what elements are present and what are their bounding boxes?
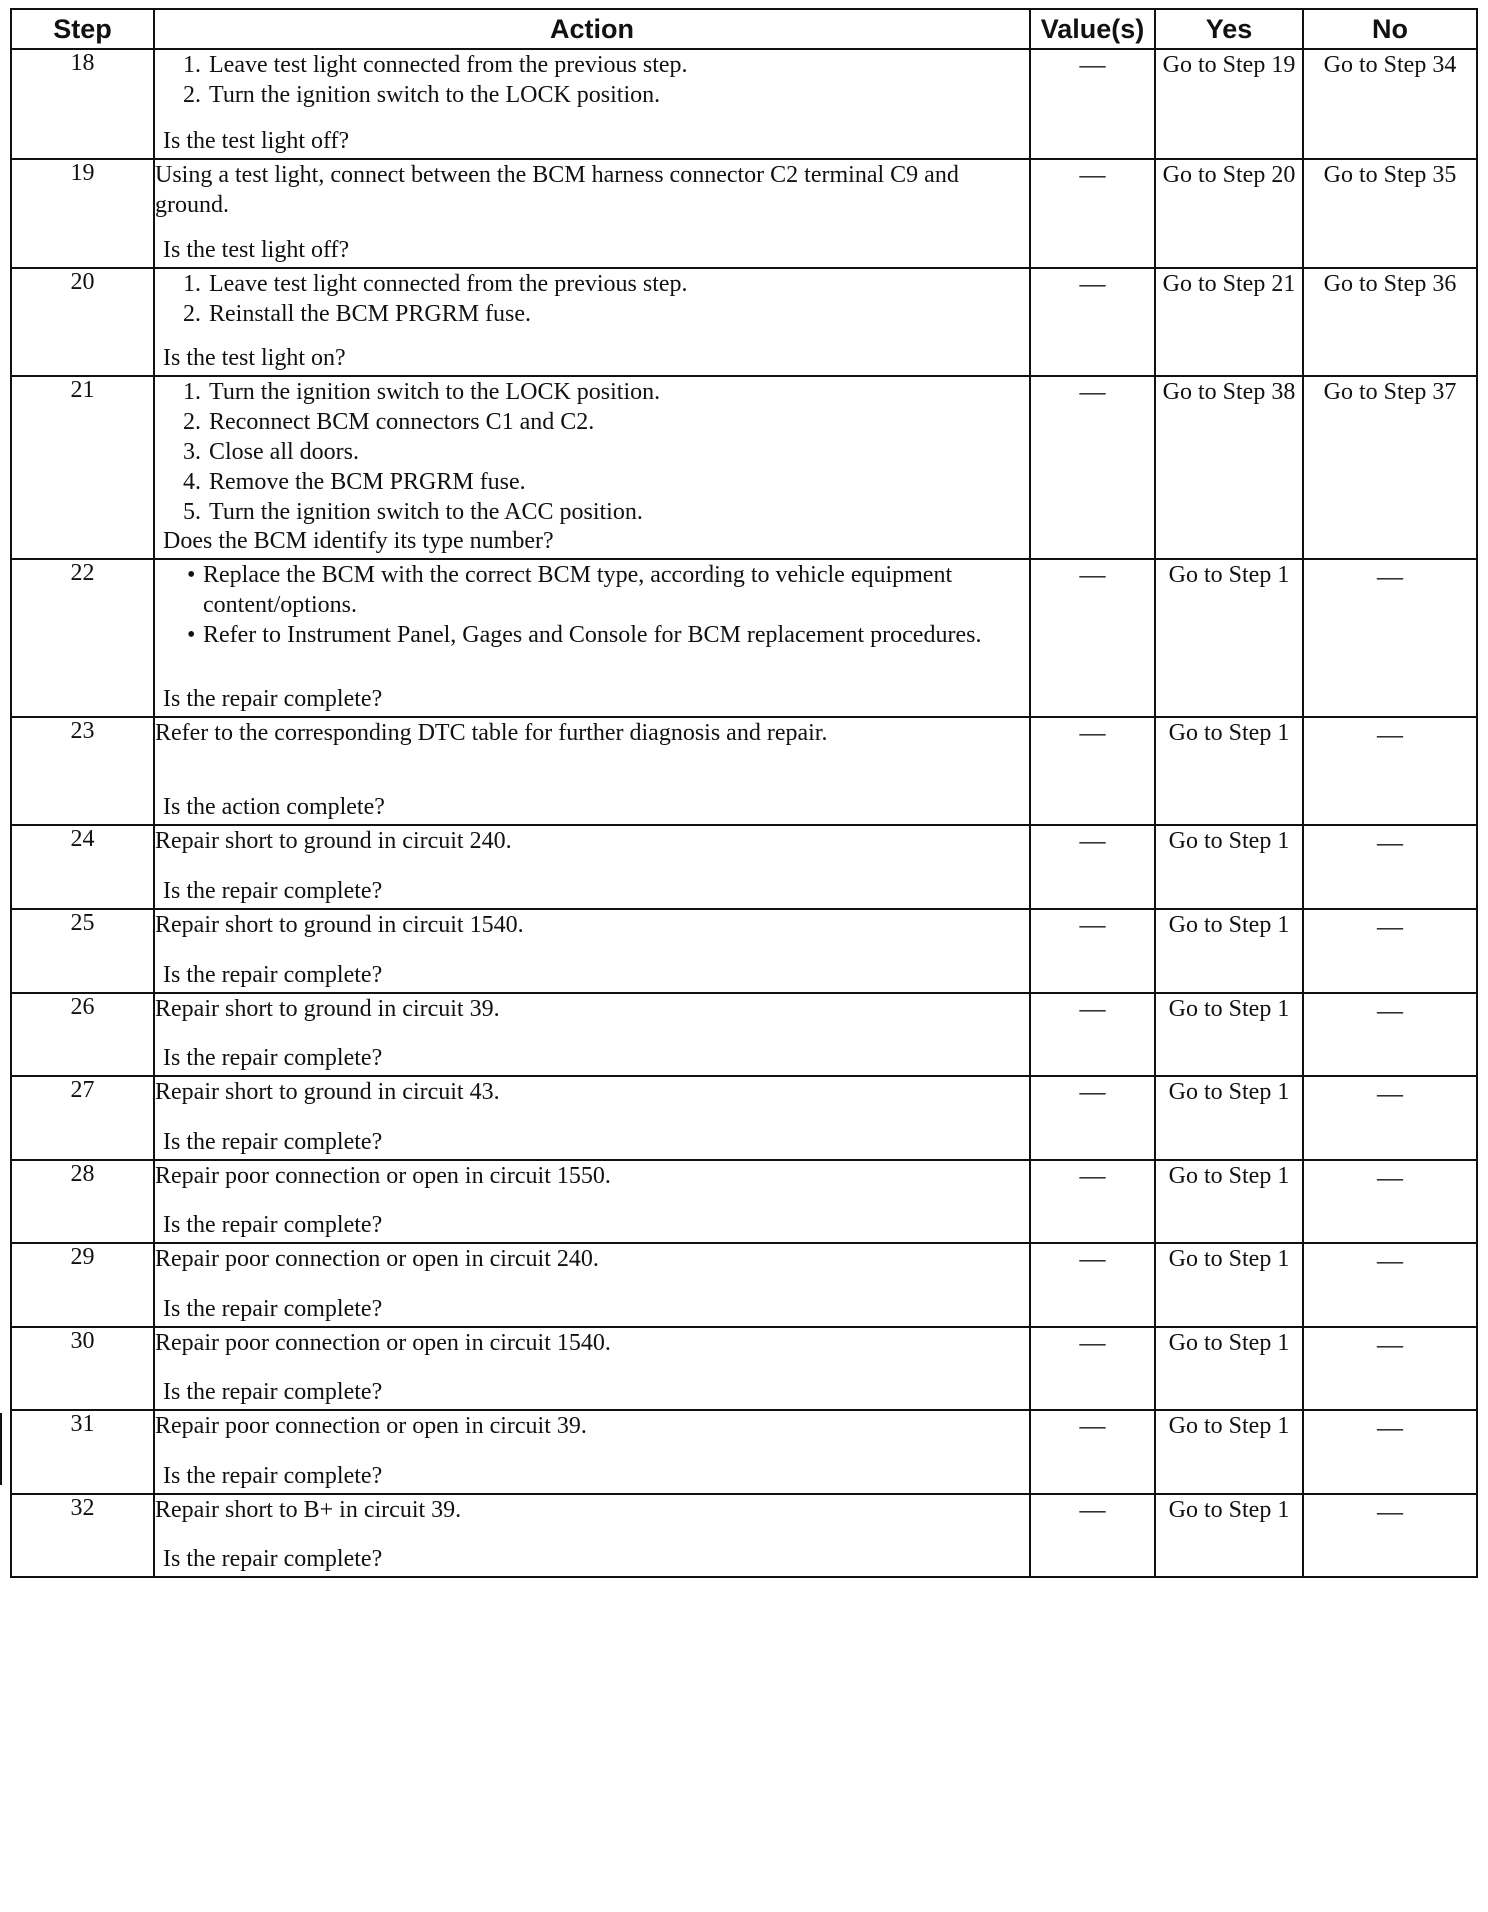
action-cell [154, 1494, 1030, 1577]
header-action: Action [154, 9, 1030, 49]
yes-cell: Go to Step 20 [1155, 159, 1303, 268]
value-cell: — [1030, 993, 1155, 1076]
action-text: Repair short to ground in circuit 39. [155, 996, 500, 1022]
no-cell: — [1303, 825, 1477, 909]
table-row [11, 1410, 1477, 1494]
action-body [155, 1495, 1029, 1525]
value-cell: — [1030, 1160, 1155, 1243]
step-number: 30 [11, 1327, 154, 1410]
table-row [11, 1076, 1477, 1160]
action-question: Is the test light on? [163, 345, 346, 371]
action-question: Is the repair complete? [163, 1212, 383, 1238]
header-no: No [1303, 9, 1477, 49]
table-row [11, 1243, 1477, 1327]
numbered-step [183, 269, 1029, 299]
action-cell [154, 268, 1030, 376]
step-number: 22 [11, 559, 154, 717]
action-cell [154, 559, 1030, 717]
bullet-item: • Replace the BCM with the correct BCM type, according to vehicle equipment content/options. [187, 560, 1029, 620]
no-cell: — [1303, 1076, 1477, 1160]
no-cell: — [1303, 1410, 1477, 1494]
action-body [155, 1077, 1029, 1107]
step-index: 2. [183, 409, 201, 435]
no-cell: — [1303, 1494, 1477, 1577]
action-body [155, 910, 1029, 940]
margin-mark [0, 1413, 2, 1485]
value-cell: — [1030, 1076, 1155, 1160]
value-cell: — [1030, 1494, 1155, 1577]
action-cell [154, 1410, 1030, 1494]
no-cell: Go to Step 35 [1303, 159, 1477, 268]
action-question: Is the test light off? [163, 128, 350, 154]
value-cell: — [1030, 159, 1155, 268]
action-body [155, 1161, 1029, 1191]
step-number: 25 [11, 909, 154, 993]
step-index: 1. [183, 271, 201, 297]
value-cell: — [1030, 1243, 1155, 1327]
step-number: 29 [11, 1243, 154, 1327]
step-text: Reinstall the BCM PRGRM fuse. [209, 301, 532, 327]
step-text: Close all doors. [209, 439, 359, 465]
numbered-steps [155, 50, 1029, 110]
action-cell [154, 993, 1030, 1076]
step-text: Turn the ignition switch to the LOCK position. [209, 379, 661, 405]
step-number: 28 [11, 1160, 154, 1243]
no-cell: — [1303, 1243, 1477, 1327]
step-number: 23 [11, 717, 154, 825]
yes-cell: Go to Step 1 [1155, 1076, 1303, 1160]
action-text: Using a test light, connect between the BCM harness connector C2 terminal C9 and ground. [155, 162, 959, 218]
table-row [11, 993, 1477, 1076]
numbered-step [183, 407, 1029, 437]
table-row [11, 49, 1477, 159]
numbered-step [183, 437, 1029, 467]
step-index: 2. [183, 82, 201, 108]
action-question: Is the repair complete? [163, 1296, 383, 1322]
action-question: Is the repair complete? [163, 1379, 383, 1405]
header-step: Step [11, 9, 154, 49]
value-cell: — [1030, 268, 1155, 376]
action-text: Repair poor connection or open in circuit 240. [155, 1246, 599, 1272]
yes-cell: Go to Step 21 [1155, 268, 1303, 376]
value-cell: — [1030, 376, 1155, 559]
step-index: 4. [183, 469, 201, 495]
step-number: 18 [11, 49, 154, 159]
table-row [11, 159, 1477, 268]
numbered-step [183, 377, 1029, 407]
step-number: 26 [11, 993, 154, 1076]
numbered-steps [155, 269, 1029, 329]
diagnostic-table-page [10, 8, 1476, 1578]
step-text: Turn the ignition switch to the ACC position. [209, 499, 643, 525]
value-cell: — [1030, 909, 1155, 993]
no-cell: Go to Step 36 [1303, 268, 1477, 376]
table-row [11, 717, 1477, 825]
no-cell: — [1303, 993, 1477, 1076]
action-question: Does the BCM identify its type number? [163, 528, 554, 554]
step-index: 1. [183, 379, 201, 405]
action-text: Repair poor connection or open in circuit 39. [155, 1413, 587, 1439]
action-text: Repair poor connection or open in circuit 1550. [155, 1163, 611, 1189]
numbered-step [183, 299, 1029, 329]
numbered-steps [155, 377, 1029, 527]
yes-cell: Go to Step 38 [1155, 376, 1303, 559]
value-cell: — [1030, 49, 1155, 159]
action-question: Is the repair complete? [163, 1463, 383, 1489]
action-cell [154, 1076, 1030, 1160]
action-cell [154, 825, 1030, 909]
step-number: 32 [11, 1494, 154, 1577]
no-cell: — [1303, 717, 1477, 825]
no-cell: — [1303, 1160, 1477, 1243]
action-cell [154, 1160, 1030, 1243]
action-body [155, 1411, 1029, 1441]
yes-cell: Go to Step 1 [1155, 1494, 1303, 1577]
numbered-step [183, 497, 1029, 527]
yes-cell: Go to Step 1 [1155, 1160, 1303, 1243]
value-cell: — [1030, 559, 1155, 717]
action-body [155, 50, 1029, 110]
step-text: Turn the ignition switch to the LOCK position. [209, 82, 661, 108]
yes-cell: Go to Step 1 [1155, 1243, 1303, 1327]
numbered-step [183, 50, 1029, 80]
table-row [11, 1160, 1477, 1243]
action-body [155, 377, 1029, 527]
value-cell: — [1030, 825, 1155, 909]
table-row [11, 268, 1477, 376]
action-body [155, 269, 1029, 329]
table-row [11, 559, 1477, 717]
action-text: Repair short to ground in circuit 240. [155, 828, 512, 854]
no-cell: Go to Step 37 [1303, 376, 1477, 559]
action-text: Repair short to ground in circuit 1540. [155, 912, 524, 938]
action-body [155, 994, 1029, 1024]
action-body [155, 1328, 1029, 1358]
numbered-step [183, 80, 1029, 110]
yes-cell: Go to Step 19 [1155, 49, 1303, 159]
step-number: 31 [11, 1410, 154, 1494]
action-question: Is the repair complete? [163, 1129, 383, 1155]
numbered-step [183, 467, 1029, 497]
action-question: Is the repair complete? [163, 1045, 383, 1071]
step-number: 20 [11, 268, 154, 376]
action-text: Refer to the corresponding DTC table for further diagnosis and repair. [155, 720, 828, 746]
action-question: Is the repair complete? [163, 1546, 383, 1572]
step-text: Leave test light connected from the previous step. [209, 52, 688, 78]
step-text: Leave test light connected from the previous step. [209, 271, 688, 297]
step-index: 1. [183, 52, 201, 78]
table-row [11, 1494, 1477, 1577]
value-cell: — [1030, 717, 1155, 825]
action-cell [154, 1327, 1030, 1410]
no-cell: — [1303, 909, 1477, 993]
action-body [155, 718, 1029, 748]
value-cell: — [1030, 1327, 1155, 1410]
no-cell: — [1303, 559, 1477, 717]
table-row [11, 825, 1477, 909]
step-index: 5. [183, 499, 201, 525]
step-number: 21 [11, 376, 154, 559]
step-number: 27 [11, 1076, 154, 1160]
action-question: Is the repair complete? [163, 878, 383, 904]
action-question: Is the action complete? [163, 794, 385, 820]
yes-cell: Go to Step 1 [1155, 993, 1303, 1076]
no-cell: Go to Step 34 [1303, 49, 1477, 159]
bullet-item: • Refer to Instrument Panel, Gages and Console for BCM replacement procedures. [187, 620, 1029, 650]
table-row [11, 376, 1477, 559]
yes-cell: Go to Step 1 [1155, 1410, 1303, 1494]
step-index: 2. [183, 301, 201, 327]
action-cell [154, 1243, 1030, 1327]
step-text: Reconnect BCM connectors C1 and C2. [209, 409, 595, 435]
header-row [11, 9, 1477, 49]
action-body [155, 160, 1029, 220]
yes-cell: Go to Step 1 [1155, 909, 1303, 993]
table-row [11, 1327, 1477, 1410]
action-body [155, 1244, 1029, 1274]
diagnostic-table [10, 8, 1478, 1578]
action-text: Repair poor connection or open in circuit 1540. [155, 1330, 611, 1356]
header-yes: Yes [1155, 9, 1303, 49]
action-cell [154, 376, 1030, 559]
step-index: 3. [183, 439, 201, 465]
header-values: Value(s) [1030, 9, 1155, 49]
step-text: Remove the BCM PRGRM fuse. [209, 469, 526, 495]
yes-cell: Go to Step 1 [1155, 825, 1303, 909]
action-body [155, 826, 1029, 856]
action-question: Is the test light off? [163, 237, 350, 263]
step-number: 19 [11, 159, 154, 268]
action-cell [154, 159, 1030, 268]
action-cell [154, 49, 1030, 159]
value-cell: — [1030, 1410, 1155, 1494]
action-question: Is the repair complete? [163, 686, 383, 712]
action-cell [154, 717, 1030, 825]
action-question: Is the repair complete? [163, 962, 383, 988]
bullet-list [155, 560, 1029, 650]
table-row [11, 909, 1477, 993]
step-number: 24 [11, 825, 154, 909]
action-text: Repair short to B+ in circuit 39. [155, 1497, 462, 1523]
action-body [155, 560, 1029, 650]
yes-cell: Go to Step 1 [1155, 717, 1303, 825]
no-cell: — [1303, 1327, 1477, 1410]
yes-cell: Go to Step 1 [1155, 559, 1303, 717]
yes-cell: Go to Step 1 [1155, 1327, 1303, 1410]
action-text: Repair short to ground in circuit 43. [155, 1079, 500, 1105]
action-cell [154, 909, 1030, 993]
